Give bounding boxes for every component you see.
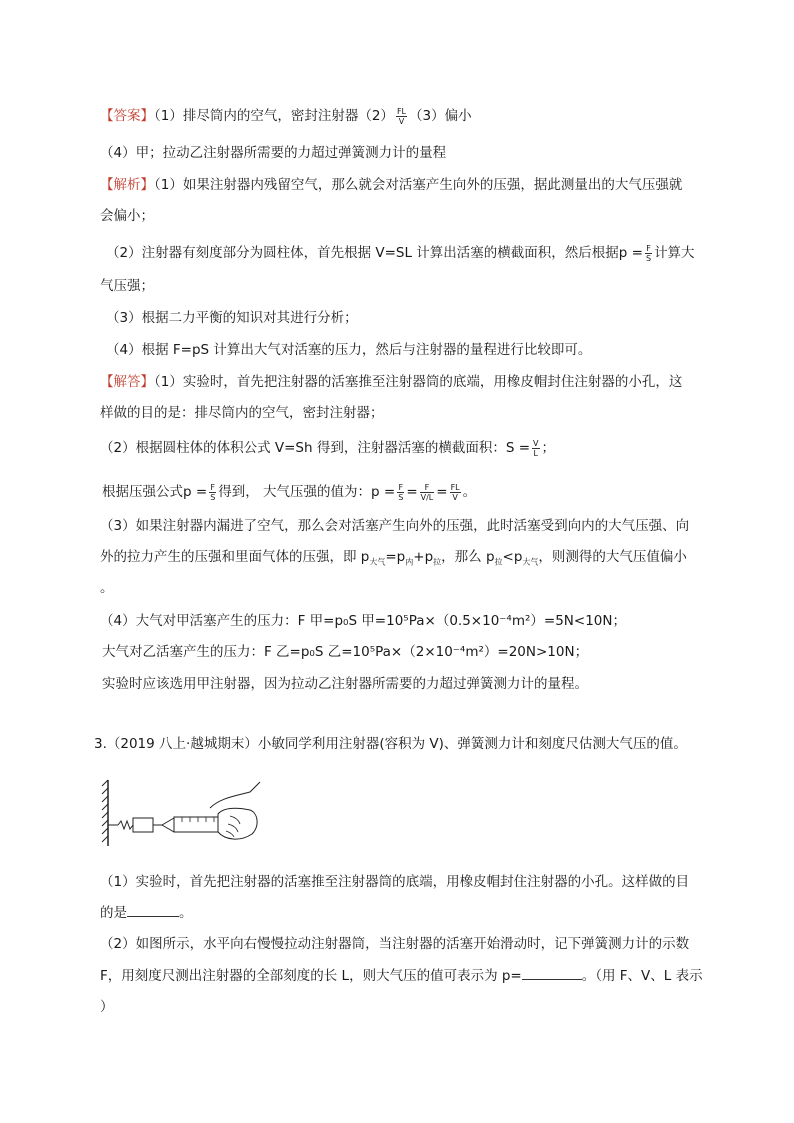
question3-stem: 3.（2019 八上·越城期末）小敏同学利用注射器(容积为 V)、弹簧测力计和刻度尺估测大气压的值。 bbox=[94, 736, 687, 752]
analysis-line-6: （4）根据 F=pS 计算出大气对活塞的压力，然后与注射器的量程进行比较即可。 bbox=[106, 342, 592, 358]
solution-line-8: （4）大气对甲活塞产生的压力：F 甲=p₀S 甲=10⁵Pa×（0.5×10⁻⁴m²）=5N<10N； bbox=[100, 613, 626, 629]
solution-line-2: 样做的目的是：排尽筒内的空气，密封注射器； bbox=[100, 405, 384, 421]
solution-line-5: （3）如果注射器内漏进了空气，那么会对活塞产生向外的压强，此时活塞受到向内的大气压强、向 bbox=[100, 518, 690, 534]
solution-line-3: （2）根据圆柱体的体积公式 V=Sh 得到，注射器活塞的横截面积：S = $\frac{V}{L}$ ； bbox=[100, 438, 555, 458]
solution-line-7: 。 bbox=[100, 580, 114, 596]
question3-part2-line1: （2）如图所示，水平向右慢慢拉动注射器筒，当注射器的活塞开始滑动时，记下弹簧测力计的示数 bbox=[100, 936, 690, 952]
solution-line-10: 实验时应该选用甲注射器，因为拉动乙注射器所需要的力超过弹簧测力计的量程。 bbox=[102, 676, 588, 692]
answer-text-1: （1）排尽筒内的空气，密封注射器（2） bbox=[154, 108, 394, 124]
analysis-line-1: 【解析】（1）如果注射器内残留空气，那么就会对活塞产生向外的压强，据此测量出的大气压强就 bbox=[100, 177, 683, 193]
question3-part2-line3: ） bbox=[100, 999, 114, 1015]
answer-fraction: $\frac{FL}{V}$ bbox=[396, 106, 406, 126]
solution-line-9: 大气对乙活塞产生的压力：F 乙=p₀S 乙=10⁵Pa×（2×10⁻⁴m²）=20N>10N； bbox=[102, 644, 589, 660]
question3-part1-line1: （1）实验时，首先把注射器的活塞推至注射器筒的底端，用橡皮帽封住注射器的小孔。这样做的目 bbox=[100, 874, 690, 890]
solution-tag: 【解答】 bbox=[100, 374, 154, 390]
solution-fraction-sl: $\frac{V}{L}$ bbox=[533, 438, 539, 458]
analysis-line-4: 气压强； bbox=[100, 278, 154, 294]
solution-line-1: 【解答】（1）实验时，首先把注射器的活塞推至注射器筒的底端，用橡皮帽封住注射器的小孔，这 bbox=[100, 374, 683, 390]
question3-part2-line2: F，用刻度尺测出注射器的全部刻度的长 L，则大气压的值可表示为 p= 。（用 F、V、L 表示 bbox=[100, 968, 703, 984]
analysis-tag: 【解析】 bbox=[100, 177, 154, 193]
frac-fs-a: $\frac{F}{S}$ bbox=[210, 482, 216, 502]
answer-line-1 bbox=[100, 106, 472, 126]
analysis-fraction: $\frac{F}{S}$ bbox=[645, 243, 652, 263]
question3-part1-line2: 的是 。 bbox=[100, 905, 193, 921]
answer-text-1b: （3）偏小 bbox=[409, 108, 472, 124]
answer-blank-1[interactable] bbox=[127, 904, 179, 917]
analysis-line-3: （2）注射器有刻度部分为圆柱体，首先根据 V=SL 计算出活塞的横截面积，然后根据p = $\frac{F}{S}$ 计算大 bbox=[106, 243, 695, 263]
frac-flv: $\frac{FL}{V}$ bbox=[450, 482, 460, 502]
analysis-line-5: （3）根据二力平衡的知识对其进行分析； bbox=[106, 310, 358, 326]
answer-line-2: （4）甲；拉动乙注射器所需要的力超过弹簧测力计的量程 bbox=[100, 145, 447, 161]
answer-blank-2[interactable] bbox=[522, 967, 582, 980]
syringe-experiment-figure bbox=[100, 768, 265, 848]
answer-tag: 【答案】 bbox=[100, 108, 154, 124]
solution-line-4: 根据压强公式p = $\frac{F}{S}$ 得到， 大气压强的值为：p = $\frac{F}{S}$ = $\frac{F}{V/L}$ = $\frac{FL}{V}$ 。 bbox=[102, 482, 477, 502]
solution-line-6: 外的拉力产生的压强和里面气体的压强，即 $p_{大气}=p_内+p_拉$，那么 $p_拉<p_{大气}$，则测得的大气压值偏小 bbox=[100, 549, 687, 567]
frac-fvl: $\frac{F}{V/L}$ bbox=[420, 482, 434, 502]
analysis-line-2: 会偏小； bbox=[100, 208, 154, 224]
frac-fs-b: $\frac{F}{S}$ bbox=[398, 482, 404, 502]
